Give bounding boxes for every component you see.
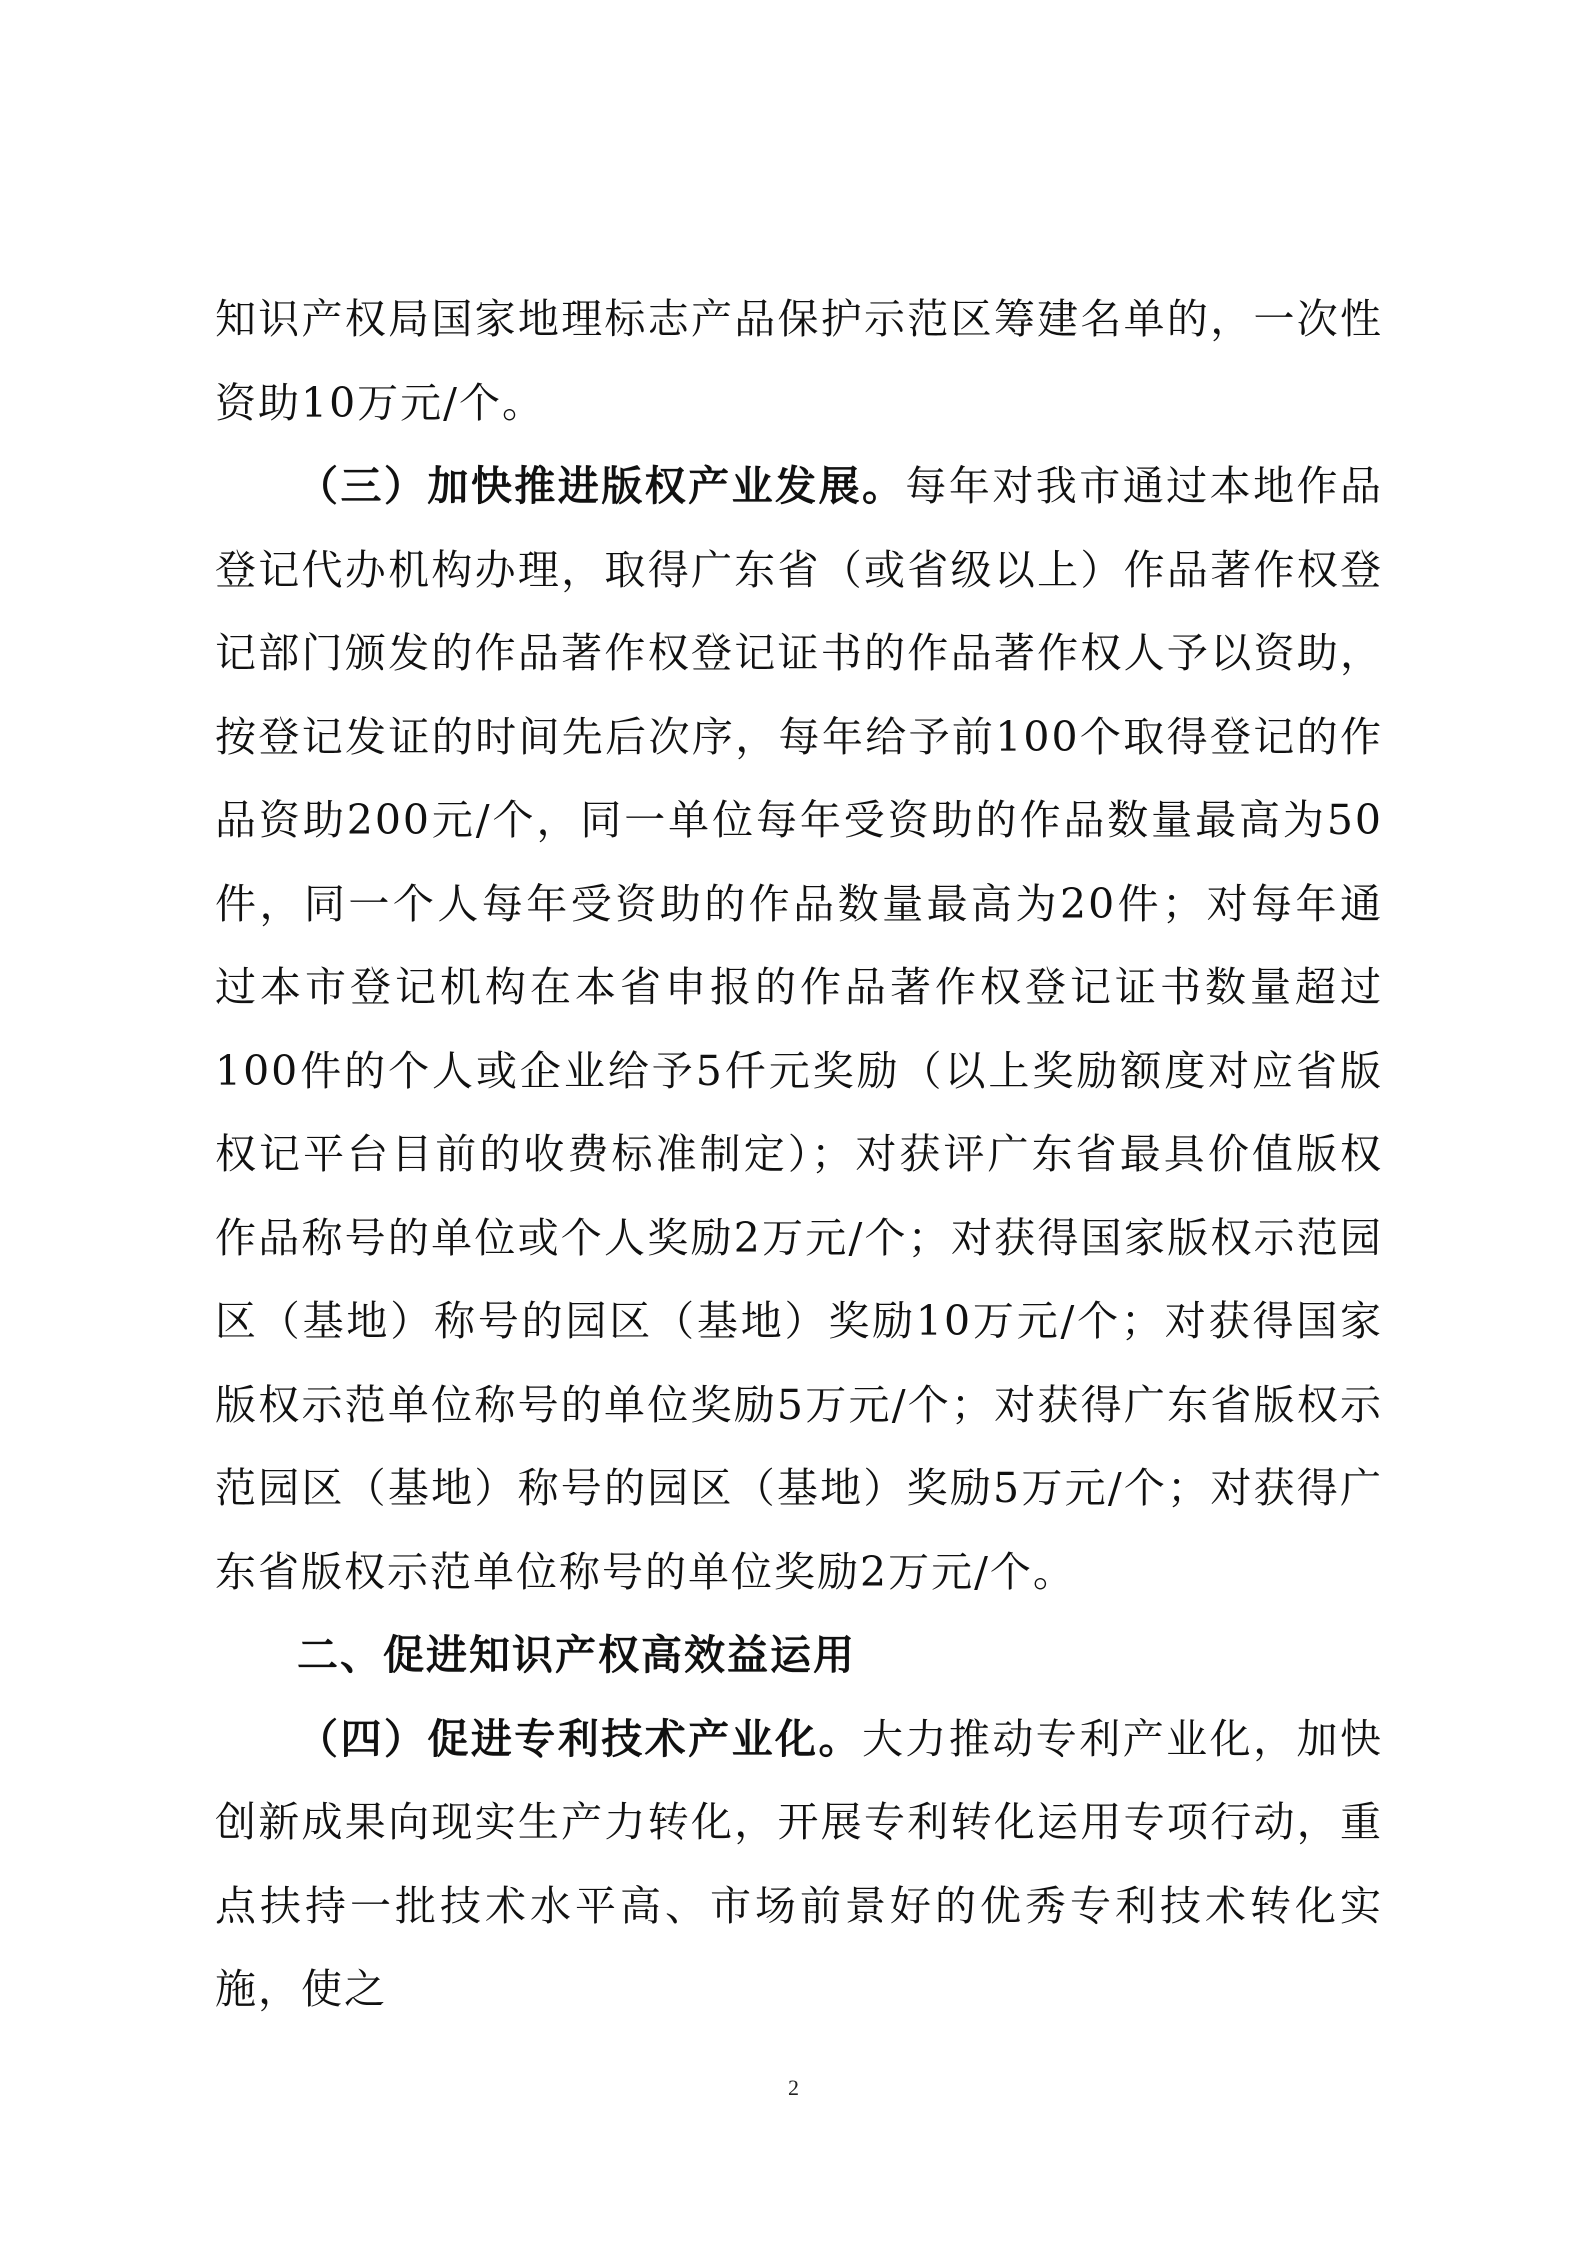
paragraph-copyright-industry-lead: （三）加快推进版权产业发展。: [297, 462, 906, 510]
paragraph-patent-industrialization-text: 大力推动专利产业化，加快创新成果向现实生产力转化，开展专利转化运用专项行动，重点扶持一批技术水平高、市场前景好的优秀专利技术转化实施，使之: [215, 1714, 1384, 2013]
paragraph-patent-industrialization-lead: （四）促进专利技术产业化。: [297, 1714, 862, 1763]
paragraph-copyright-industry-text: 每年对我市通过本地作品登记代办机构办理，取得广东省（或省级以上）作品著作权登记部门颁发的作品著作权登记证书的作品著作权人予以资助，按登记发证的时间先后次序，每年给予前100个取得登记的作品资助200元/个，同一单位每年受资助的作品数量最高为50件，同一个人每年受资助的作品数量最高为20件；对每年通过本市登记机构在本省申报的作品著作权登记证书数量超过100件的个人或企业给予5仟元奖励（以上奖励额度对应省版权记平台目前的收费标准制定）；对获评广东省最具价值版权作品称号的单位或个人奖励2万元/个；对获得国家版权示范园区（基地）称号的园区（基地）奖励10万元/个；对获得国家版权示范单位称号的单位奖励5万元/个；对获得广东省版权示范园区（基地）称号的园区（基地）奖励5万元/个；对获得广东省版权示范单位称号的单位奖励2万元/个。: [215, 462, 1384, 1596]
paragraph-copyright-industry: [215, 445, 1383, 1614]
section-heading: 二、促进知识产权高效益运用: [297, 1631, 856, 1679]
document-body: [215, 278, 1383, 2032]
page-number: 2: [788, 2075, 799, 2100]
paragraph-continuation: [215, 278, 1383, 445]
paragraph-continuation-text: 知识产权局国家地理标志产品保护示范区筹建名单的，一次性资助10万元/个。: [215, 295, 1383, 427]
paragraph-patent-industrialization: [215, 1698, 1383, 2032]
